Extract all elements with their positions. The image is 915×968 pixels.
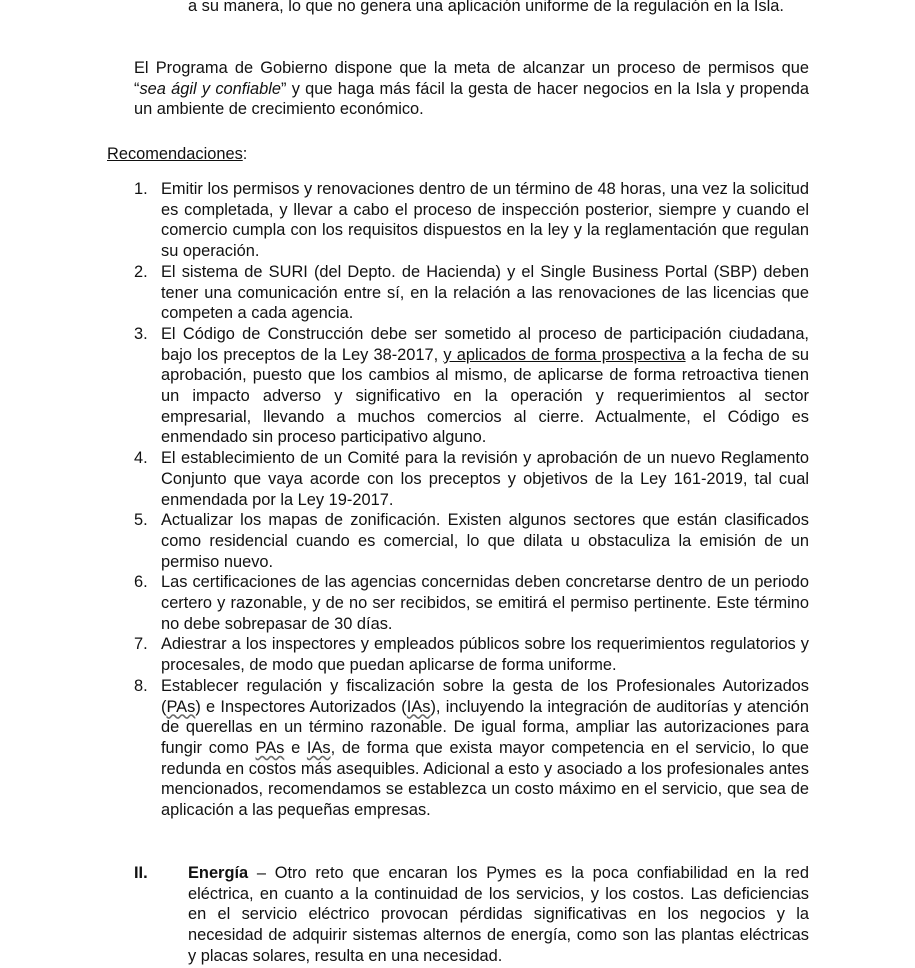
list-item-text: El sistema de SURI (del Depto. de Hacienda) y el Single Business Portal (SBP) deben tener una comunicación entre sí, en la relación a las renovaciones de las licencias que competen a cada agencia. (161, 262, 809, 323)
list-item-2 (134, 262, 809, 324)
program-quote-italic: sea ágil y confiable (139, 79, 281, 98)
list-item-text-part: a la fecha de su aprobación, puesto que los cambios al mismo, de aplicarse de forma retroactiva tienen un impacto adverso y significativo en la operación y requerimientos al sector empresarial, llevando a muchos comercios al cierre. Actualmente, el Código es enmendado sin proceso participativo alguno. (161, 345, 810, 447)
spellcheck-flagged-word: PAs (166, 697, 196, 716)
recommendations-heading (107, 144, 247, 165)
list-item-number: 7. (134, 635, 148, 654)
program-text-after: ” y que haga más fácil la gesta de hacer negocios en la Isla y propenda un ambiente de crecimiento económico. (134, 79, 809, 119)
list-item-text-part: Establecer regulación y fiscalización sobre la gesta de los Profesionales Autorizados ( (161, 676, 809, 716)
list-item-text (161, 676, 809, 821)
list-item-number: 2. (134, 262, 148, 281)
list-item-text: El establecimiento de un Comité para la revisión y aprobación de un nuevo Reglamento Conjunto que vaya acorde con los preceptos y objetivos de la Ley 161-2019, tal cual enmendada por la Ley 19-2017. (161, 449, 809, 509)
paragraph-continuation (188, 0, 809, 17)
list-item-number: 8. (134, 676, 148, 695)
list-item-text: Las certificaciones de las agencias concernidas deben concretarse dentro de un periodo certero y razonable, y de no ser recibidos, se emitirá el permiso pertinente. Este término no debe sobrepasar de 30 días. (161, 573, 809, 633)
underlined-phrase: y aplicados de forma prospectiva (443, 345, 686, 364)
list-item-number: 6. (134, 573, 148, 592)
list-item-1 (134, 179, 809, 262)
list-item-6 (134, 572, 809, 634)
list-item-text: Adiestrar a los inspectores y empleados públicos sobre los requerimientos regulatorios y procesales, de modo que puedan aplicarse de forma uniforme. (161, 635, 809, 675)
section-numeral: II. (134, 864, 148, 882)
list-item-number: 3. (134, 324, 148, 343)
section-body (188, 863, 809, 967)
section-energy (134, 863, 809, 967)
list-item-text: Emitir los permisos y renovaciones dentro de un término de 48 horas, una vez la solicitud es completada, y llevar a cabo el proceso de inspección posterior, siempre y cuando el comercio cumpla con los requisitos dispuestos en la ley y la reglamentación que regulan su operación. (161, 180, 809, 261)
list-item-text-part: ) e Inspectores Autorizados ( (195, 697, 407, 716)
list-item-4 (134, 448, 809, 510)
list-item-8 (134, 676, 809, 821)
list-item-number: 4. (134, 449, 148, 468)
list-item-text: Actualizar los mapas de zonificación. Existen algunos sectores que están clasificados como residencial cuando es comercial, lo que dilata u obstaculiza la emisión de un permiso nuevo. (161, 511, 809, 571)
section-body-text: – Otro reto que encaran los Pymes es la poca confiabilidad en la red eléctrica, en cuanto a la continuidad de los servicios, y los costos. Las deficiencias en el servicio eléctrico provocan pérdidas significativas en los negocios y la necesidad de adquirir sistemas alternos de energía, como son las plantas eléctricas y placas solares, resulta en una necesidad. (188, 864, 809, 965)
paragraph-government-program (134, 58, 809, 120)
list-item-text (161, 324, 809, 448)
list-item-7 (134, 634, 809, 675)
list-item-text-part: , de forma que exista mayor competencia en el servicio, lo que redunda en costos más asequibles. Adicional a esto y asociado a los profesionales antes mencionados, recomendamos se establezca un costo máximo en el servicio, que sea de aplicación a las pequeñas empresas. (161, 738, 809, 820)
recommendations-list (134, 179, 809, 821)
spellcheck-flagged-word: IAs (406, 697, 431, 716)
program-text-before: El Programa de Gobierno dispone que la meta de alcanzar un proceso de permisos que “ (134, 59, 809, 98)
recommendations-heading-colon: : (242, 145, 248, 163)
spellcheck-flagged-word: IAs (306, 738, 331, 757)
list-item-text-part: El Código de Construcción debe ser sometido al proceso de participación ciudadana, bajo los preceptos de la Ley 38-2017, (161, 324, 809, 364)
list-item-5 (134, 510, 809, 572)
recommendations-heading-text: Recomendaciones (107, 145, 243, 163)
list-item-3 (134, 324, 809, 448)
section-title: Energía (188, 864, 249, 882)
paragraph-continuation-text: a su manera, lo que no genera una aplicación uniforme de la regulación en la Isla. (188, 0, 784, 15)
list-item-text-part: e (284, 738, 307, 757)
list-item-text-part: ), incluyendo la integración de auditorías y atención de querellas en un término razonable. De igual forma, ampliar las autorizaciones para fungir como (161, 697, 809, 757)
spellcheck-flagged-word: PAs (255, 738, 285, 757)
list-item-number: 5. (134, 511, 148, 530)
list-item-number: 1. (134, 180, 148, 198)
